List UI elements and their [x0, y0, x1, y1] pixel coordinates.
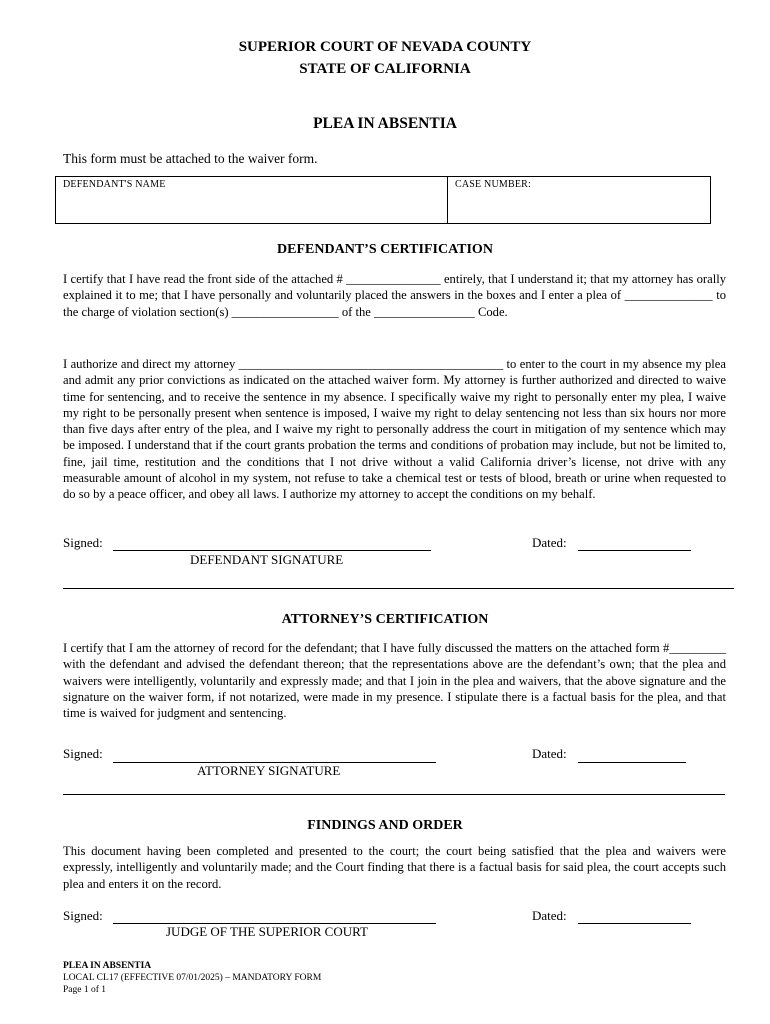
attorney-signature-caption: ATTORNEY SIGNATURE	[197, 763, 341, 778]
form-title: PLEA IN ABSENTIA	[313, 115, 457, 132]
footer-page-number: Page 1 of 1	[63, 985, 107, 995]
judge-dated-label: Dated:	[532, 908, 567, 923]
case-number-label: CASE NUMBER:	[455, 179, 532, 190]
defendant-signed-label: Signed:	[63, 535, 103, 550]
attorney-signed-label: Signed:	[63, 746, 103, 761]
attorney-dated-label: Dated:	[532, 746, 567, 761]
defendant-cert-para1: I certify that I have read the front side of the attached # _______________ entirely, that I understand it; that my attorney has orally explained it to me; that I have personally and voluntarily placed the answers in the boxes and I enter a plea of ______________ to the charge of violation section(s) _________________ of the ________________ Code.	[63, 272, 726, 319]
defendant-name-field[interactable]	[62, 193, 442, 219]
defendant-name-label: DEFENDANT'S NAME	[63, 179, 166, 190]
footer-form-name: PLEA IN ABSENTIA	[63, 961, 152, 971]
defendant-signature-line[interactable]	[113, 550, 431, 551]
defendant-signature-caption: DEFENDANT SIGNATURE	[190, 552, 344, 567]
judge-signature-caption: JUDGE OF THE SUPERIOR COURT	[166, 924, 368, 939]
case-number-field[interactable]	[454, 193, 704, 219]
defendant-dated-label: Dated:	[532, 535, 567, 550]
section-divider	[63, 794, 725, 795]
section-divider	[63, 588, 734, 589]
judge-signed-label: Signed:	[63, 908, 103, 923]
footer-form-code: LOCAL CL17 (EFFECTIVE 07/01/2025) – MANDATORY FORM	[63, 973, 322, 983]
case-info-box	[55, 176, 711, 224]
defendant-date-line[interactable]	[578, 550, 691, 551]
defendant-cert-para2: I authorize and direct my attorney __________________________________________ to enter to the court in my absence my plea and admit any prior convictions as indicated on the attached waiver form. My attorney is further authorized and directed to waive time for sentencing, and to receive the sentence in my absence. I specifically waive my right to personally enter my plea, I waive my right to be personally present when sentence is imposed, I waive my right to delay sentencing not less than six hours nor more than five days after entry of the plea, and I waive my right to personally address the court in mitigation of my sentence which may be imposed. I understand that if the court grants probation the terms and conditions of probation may include, but not be limited to, fine, jail time, restitution and the conditions that I not drive without a valid California driver’s license, not drive with any measurable amount of alcohol in my system, not refuse to take a chemical test or tests of blood, breath or urine when requested to do so by a peace officer, and obey all laws. I authorize my attorney to accept the conditions on my behalf.	[63, 357, 726, 502]
attorney-cert-para: I certify that I am the attorney of record for the defendant; that I have fully discussed the matters on the attached form #_________ with the defendant and advised the defendant thereon; that the representations above are the defendant’s own; that the plea and waivers were intelligently, voluntarily and expressly made; and that I join in the plea and waivers, that the above signature and the signature on the waiver form, if not notarized, were made in my presence. I stipulate there is a factual basis for the plea, and that time is waived for judgment and sentencing.	[63, 641, 726, 721]
attorney-cert-heading: ATTORNEY’S CERTIFICATION	[281, 612, 489, 627]
findings-heading: FINDINGS AND ORDER	[307, 818, 463, 833]
attorney-date-line[interactable]	[578, 762, 686, 763]
court-name: SUPERIOR COURT OF NEVADA COUNTY	[238, 39, 532, 55]
box-divider	[447, 177, 448, 223]
judge-date-line[interactable]	[578, 923, 691, 924]
attach-instruction: This form must be attached to the waiver form.	[63, 151, 318, 166]
defendant-cert-heading: DEFENDANT’S CERTIFICATION	[277, 242, 493, 257]
findings-para: This document having been completed and presented to the court; the court being satisfied that the plea and waivers were expressly, intelligently and voluntarily made; and the Court finding that there is a factual basis for said plea, the court accepts such plea and enters it on the record.	[63, 844, 726, 891]
court-state: STATE OF CALIFORNIA	[299, 61, 471, 77]
